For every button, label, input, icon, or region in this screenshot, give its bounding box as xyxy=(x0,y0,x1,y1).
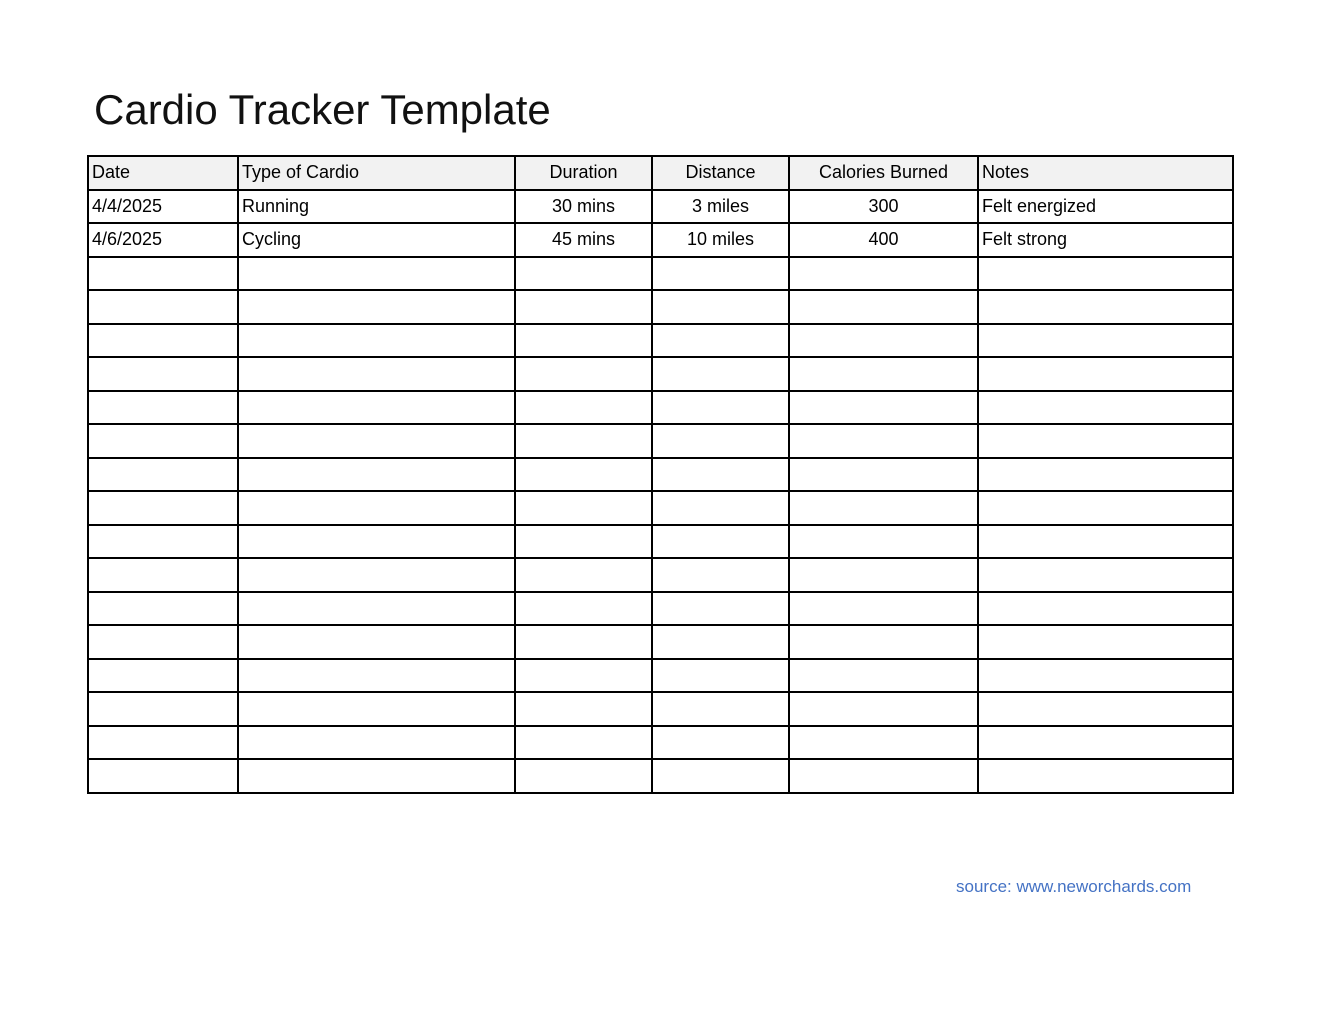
cell-notes[interactable] xyxy=(978,458,1233,492)
cell-calories-burned[interactable] xyxy=(789,759,978,793)
cell-date[interactable] xyxy=(88,558,238,592)
cell-duration[interactable] xyxy=(515,324,652,358)
table-row xyxy=(88,324,1233,358)
cell-date[interactable]: 4/6/2025 xyxy=(88,223,238,257)
cell-duration[interactable] xyxy=(515,491,652,525)
cell-distance[interactable]: 10 miles xyxy=(652,223,789,257)
table-row xyxy=(88,290,1233,324)
cell-calories-burned[interactable] xyxy=(789,391,978,425)
cell-distance[interactable]: 3 miles xyxy=(652,190,789,224)
cell-type-of-cardio[interactable] xyxy=(238,525,515,559)
cell-distance[interactable] xyxy=(652,424,789,458)
table-row xyxy=(88,592,1233,626)
table-row xyxy=(88,424,1233,458)
cell-duration[interactable]: 30 mins xyxy=(515,190,652,224)
column-header-duration: Duration xyxy=(515,156,652,190)
cardio-tracker-table xyxy=(87,155,1234,794)
cell-date[interactable] xyxy=(88,458,238,492)
column-header-notes: Notes xyxy=(978,156,1233,190)
table-row xyxy=(88,357,1233,391)
cell-calories-burned[interactable] xyxy=(789,290,978,324)
cell-date[interactable] xyxy=(88,391,238,425)
cell-calories-burned[interactable] xyxy=(789,659,978,693)
table-row xyxy=(88,257,1233,291)
cell-date[interactable] xyxy=(88,726,238,760)
cell-type-of-cardio[interactable] xyxy=(238,659,515,693)
cell-type-of-cardio[interactable] xyxy=(238,491,515,525)
cell-calories-burned[interactable] xyxy=(789,625,978,659)
cell-type-of-cardio[interactable] xyxy=(238,759,515,793)
cell-distance[interactable] xyxy=(652,290,789,324)
cell-distance[interactable] xyxy=(652,391,789,425)
cell-notes[interactable]: Felt energized xyxy=(978,190,1233,224)
table-row xyxy=(88,391,1233,425)
cell-duration[interactable] xyxy=(515,592,652,626)
cell-calories-burned[interactable] xyxy=(789,324,978,358)
cell-notes[interactable] xyxy=(978,424,1233,458)
table-row xyxy=(88,491,1233,525)
cell-duration[interactable] xyxy=(515,257,652,291)
cell-notes[interactable] xyxy=(978,592,1233,626)
header-row xyxy=(88,156,1233,190)
table-row xyxy=(88,659,1233,693)
table-row xyxy=(88,625,1233,659)
cell-calories-burned[interactable] xyxy=(789,491,978,525)
cell-date[interactable] xyxy=(88,692,238,726)
source-link[interactable]: source: www.neworchards.com xyxy=(956,877,1192,896)
cell-distance[interactable] xyxy=(652,458,789,492)
cell-date[interactable] xyxy=(88,491,238,525)
cell-distance[interactable] xyxy=(652,324,789,358)
cell-duration[interactable] xyxy=(515,458,652,492)
cell-type-of-cardio[interactable]: Cycling xyxy=(238,223,515,257)
cell-distance[interactable] xyxy=(652,759,789,793)
cell-calories-burned[interactable] xyxy=(789,525,978,559)
column-header-distance: Distance xyxy=(652,156,789,190)
cell-duration[interactable] xyxy=(515,625,652,659)
cell-type-of-cardio[interactable]: Running xyxy=(238,190,515,224)
cell-notes[interactable] xyxy=(978,726,1233,760)
cell-distance[interactable] xyxy=(652,525,789,559)
cell-calories-burned[interactable] xyxy=(789,458,978,492)
cell-notes[interactable] xyxy=(978,324,1233,358)
table-row xyxy=(88,692,1233,726)
cell-distance[interactable] xyxy=(652,659,789,693)
cell-notes[interactable] xyxy=(978,491,1233,525)
cell-notes[interactable] xyxy=(978,692,1233,726)
cell-type-of-cardio[interactable] xyxy=(238,424,515,458)
cell-type-of-cardio[interactable] xyxy=(238,625,515,659)
cell-notes[interactable] xyxy=(978,625,1233,659)
cell-distance[interactable] xyxy=(652,726,789,760)
cell-type-of-cardio[interactable] xyxy=(238,357,515,391)
cell-calories-burned[interactable]: 300 xyxy=(789,190,978,224)
cell-type-of-cardio[interactable] xyxy=(238,290,515,324)
table-row xyxy=(88,458,1233,492)
cell-duration[interactable] xyxy=(515,424,652,458)
cell-notes[interactable] xyxy=(978,525,1233,559)
cell-calories-burned[interactable] xyxy=(789,592,978,626)
cell-type-of-cardio[interactable] xyxy=(238,726,515,760)
cell-date[interactable] xyxy=(88,659,238,693)
table-body xyxy=(88,190,1233,793)
table-header xyxy=(88,156,1233,190)
cell-notes[interactable] xyxy=(978,759,1233,793)
cell-calories-burned[interactable] xyxy=(789,726,978,760)
cell-duration[interactable] xyxy=(515,759,652,793)
cell-notes[interactable] xyxy=(978,357,1233,391)
cell-date[interactable] xyxy=(88,424,238,458)
cell-date[interactable] xyxy=(88,759,238,793)
column-header-calories-burned: Calories Burned xyxy=(789,156,978,190)
cell-distance[interactable] xyxy=(652,357,789,391)
cell-type-of-cardio[interactable] xyxy=(238,692,515,726)
cell-distance[interactable] xyxy=(652,692,789,726)
cell-duration[interactable] xyxy=(515,659,652,693)
cell-type-of-cardio[interactable] xyxy=(238,558,515,592)
table-row xyxy=(88,190,1233,224)
cell-date[interactable] xyxy=(88,592,238,626)
cell-notes[interactable] xyxy=(978,290,1233,324)
cell-type-of-cardio[interactable] xyxy=(238,257,515,291)
cell-date[interactable] xyxy=(88,290,238,324)
cell-calories-burned[interactable] xyxy=(789,558,978,592)
cell-type-of-cardio[interactable] xyxy=(238,324,515,358)
cell-date[interactable] xyxy=(88,625,238,659)
column-header-date: Date xyxy=(88,156,238,190)
cell-calories-burned[interactable] xyxy=(789,257,978,291)
table-row xyxy=(88,726,1233,760)
cell-date[interactable] xyxy=(88,525,238,559)
cell-duration[interactable] xyxy=(515,558,652,592)
cell-distance[interactable] xyxy=(652,558,789,592)
table-row xyxy=(88,525,1233,559)
cell-date[interactable] xyxy=(88,324,238,358)
page-title: Cardio Tracker Template xyxy=(94,86,551,133)
cell-duration[interactable] xyxy=(515,290,652,324)
column-header-type-of-cardio: Type of Cardio xyxy=(238,156,515,190)
cell-notes[interactable] xyxy=(978,659,1233,693)
cell-type-of-cardio[interactable] xyxy=(238,391,515,425)
cell-date[interactable] xyxy=(88,257,238,291)
cell-duration[interactable] xyxy=(515,391,652,425)
cell-duration[interactable] xyxy=(515,692,652,726)
cell-calories-burned[interactable] xyxy=(789,357,978,391)
table-row xyxy=(88,223,1233,257)
cell-notes[interactable] xyxy=(978,391,1233,425)
cell-notes[interactable] xyxy=(978,257,1233,291)
cell-distance[interactable] xyxy=(652,491,789,525)
cell-calories-burned[interactable] xyxy=(789,424,978,458)
cell-date[interactable] xyxy=(88,357,238,391)
cell-distance[interactable] xyxy=(652,592,789,626)
cell-notes[interactable] xyxy=(978,558,1233,592)
cell-duration[interactable] xyxy=(515,525,652,559)
cell-calories-burned[interactable] xyxy=(789,692,978,726)
cell-type-of-cardio[interactable] xyxy=(238,458,515,492)
cell-duration[interactable] xyxy=(515,357,652,391)
cell-type-of-cardio[interactable] xyxy=(238,592,515,626)
cell-distance[interactable] xyxy=(652,257,789,291)
cell-date[interactable]: 4/4/2025 xyxy=(88,190,238,224)
cell-distance[interactable] xyxy=(652,625,789,659)
cell-notes[interactable]: Felt strong xyxy=(978,223,1233,257)
cell-duration[interactable] xyxy=(515,726,652,760)
table-row xyxy=(88,759,1233,793)
table-row xyxy=(88,558,1233,592)
cell-duration[interactable]: 45 mins xyxy=(515,223,652,257)
cell-calories-burned[interactable]: 400 xyxy=(789,223,978,257)
